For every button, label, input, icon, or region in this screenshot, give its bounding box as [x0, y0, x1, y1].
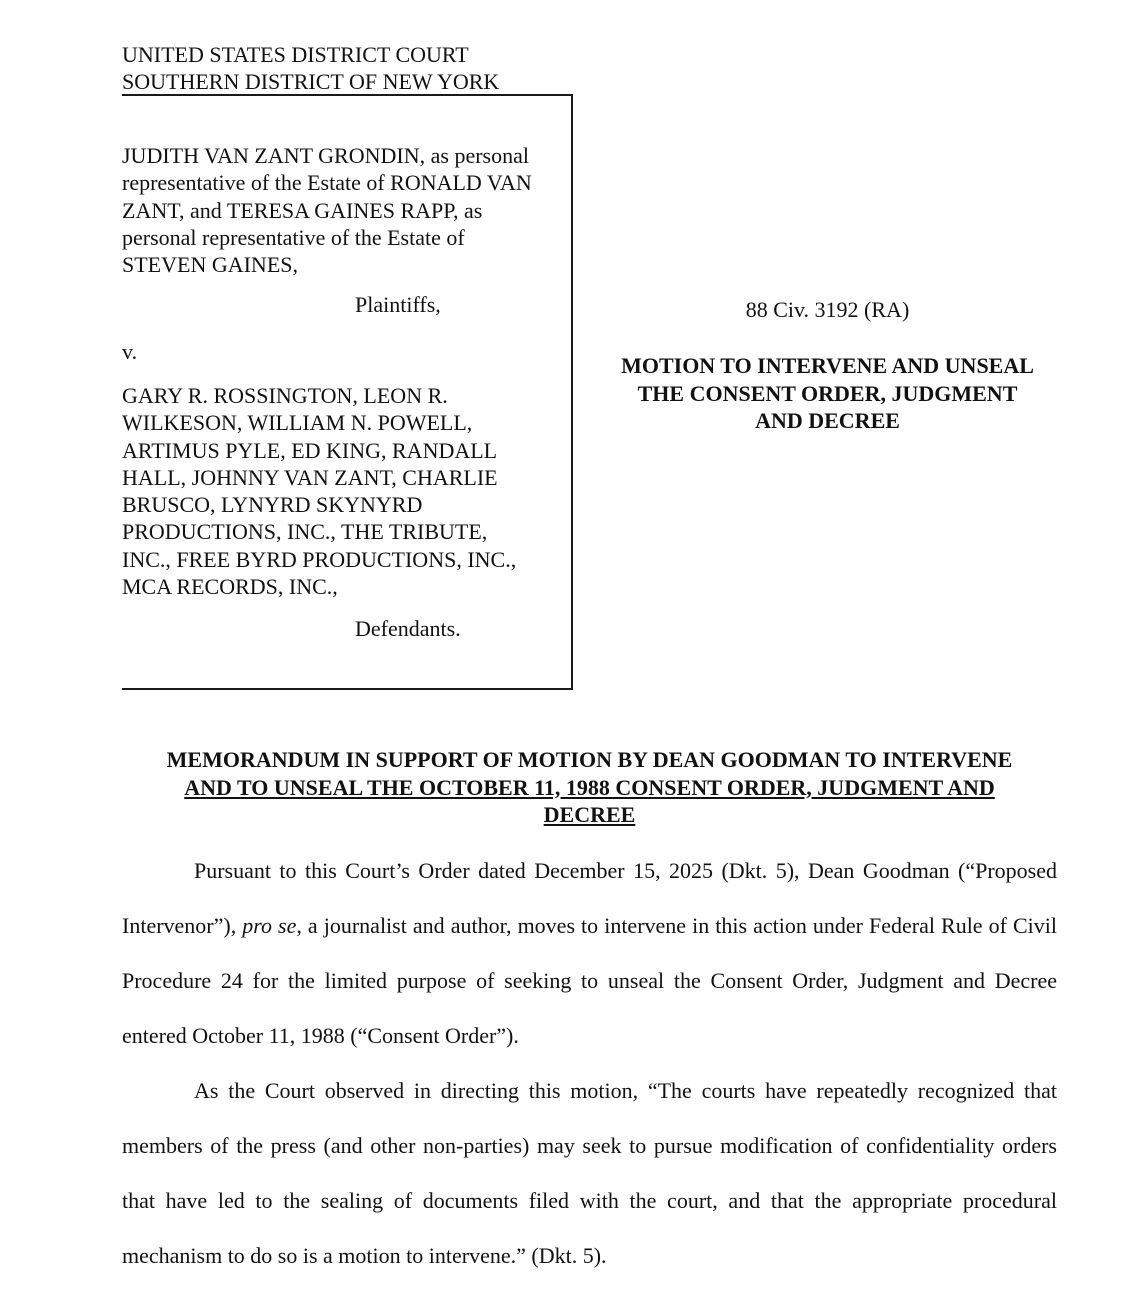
- motion-title-line: AND DECREE: [755, 408, 900, 433]
- motion-title-line: MOTION TO INTERVENE AND UNSEAL: [621, 353, 1034, 378]
- plaintiffs-line: representative of the Estate of RONALD VAN: [122, 170, 532, 196]
- plaintiffs-block: [122, 142, 532, 278]
- plaintiffs-role: Plaintiffs,: [355, 292, 441, 317]
- memorandum-title: [122, 746, 1057, 829]
- defendants-role: Defendants.: [355, 616, 461, 641]
- paragraph-1: [122, 843, 1057, 1063]
- paragraph-2-text: As the Court observed in directing this motion, “The courts have repeatedly recognized that members of the press (and other non-parties) may seek to pursue modification of confidentiality orders that have led to the sealing of documents filed with the court, and that the appropriate procedural mechanism to do so is a motion to intervene.” (Dkt. 5).: [122, 1078, 1057, 1268]
- memo-title-line: DECREE: [543, 802, 636, 827]
- court-name: UNITED STATES DISTRICT COURT: [122, 42, 469, 67]
- defendants-line: ARTIMUS PYLE, ED KING, RANDALL: [122, 437, 498, 463]
- defendants-line: INC., FREE BYRD PRODUCTIONS, INC.,: [122, 546, 517, 572]
- defendants-line: MCA RECORDS, INC.,: [122, 574, 338, 600]
- paragraph-1-text: Pursuant to this Court’s Order dated December 15, 2025 (Dkt. 5), Dean Goodman (“Proposed Intervenor”),: [122, 858, 1057, 938]
- paragraph-2: [122, 1063, 1057, 1283]
- plaintiffs-line: JUDITH VAN ZANT GRONDIN, as personal: [122, 143, 529, 168]
- court-district: SOUTHERN DISTRICT OF NEW YORK: [122, 69, 500, 94]
- paragraph-1-text-cont: , a journalist and author, moves to intervene in this action under Federal Rule of Civil Procedure 24 for the limited purpose of seeking to unseal the Consent Order, Judgment and Decree entered October 11, 1988 (“Consent Order”).: [122, 913, 1057, 1048]
- court-header: [122, 41, 499, 95]
- defendants-line: GARY R. ROSSINGTON, LEON R.: [122, 383, 448, 408]
- case-number: 88 Civ. 3192 (RA): [745, 297, 910, 322]
- defendants-line: BRUSCO, LYNYRD SKYNYRD: [122, 492, 423, 518]
- plaintiffs-line: STEVEN GAINES,: [122, 252, 298, 278]
- defendants-line: HALL, JOHNNY VAN ZANT, CHARLIE: [122, 464, 498, 490]
- plaintiffs-line: personal representative of the Estate of: [122, 224, 465, 250]
- defendants-line: WILKESON, WILLIAM N. POWELL,: [122, 410, 473, 436]
- motion-title-line: THE CONSENT ORDER, JUDGMENT: [637, 380, 1018, 406]
- pro-se-italic: pro se: [242, 913, 297, 938]
- versus: v.: [122, 339, 138, 364]
- defendants-line: PRODUCTIONS, INC., THE TRIBUTE,: [122, 519, 488, 545]
- defendants-block: [122, 382, 516, 600]
- memo-title-line: AND TO UNSEAL THE OCTOBER 11, 1988 CONSENT ORDER, JUDGMENT AND: [184, 774, 995, 800]
- memo-title-line: MEMORANDUM IN SUPPORT OF MOTION BY DEAN GOODMAN TO INTERVENE: [166, 747, 1013, 772]
- motion-title: [590, 352, 1065, 435]
- plaintiffs-line: ZANT, and TERESA GAINES RAPP, as: [122, 197, 483, 223]
